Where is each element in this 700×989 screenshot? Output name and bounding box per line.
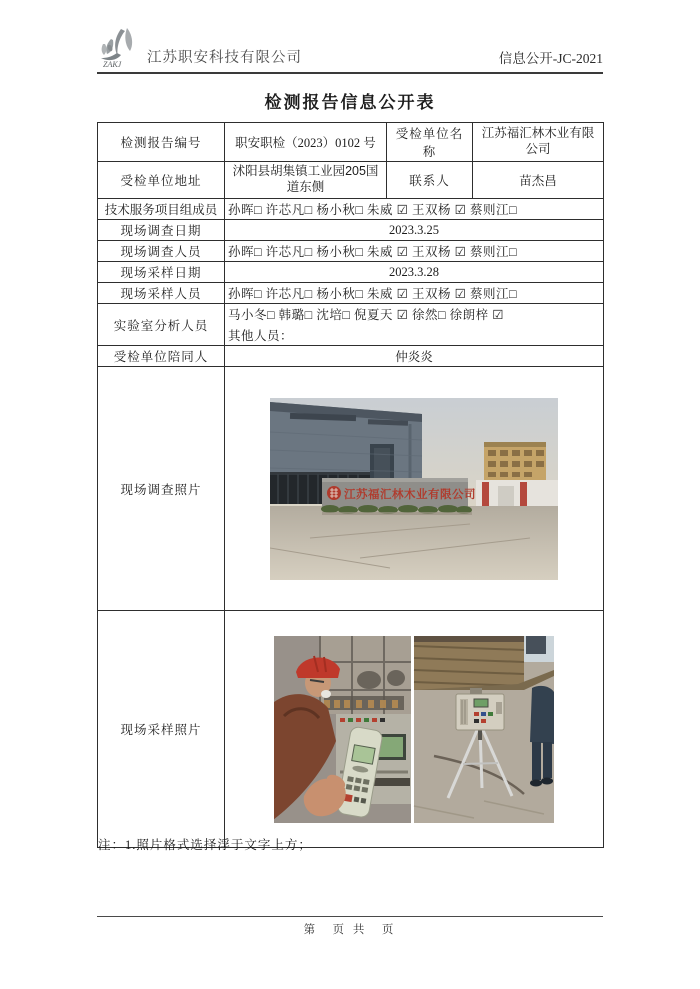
page-number-text: 第 页 共 页 (303, 924, 397, 936)
photo-sign-seal-icon (327, 486, 341, 500)
table-row (98, 262, 604, 283)
accompany-label: 受检单位陪同人 (98, 346, 225, 367)
logo-text: ZAKJ (103, 60, 122, 69)
photo-ground (270, 506, 558, 580)
survey-staff-label: 现场调查人员 (98, 241, 225, 262)
survey-staff-checklist: 孙晖□ 许芯凡□ 杨小秋□ 朱威 ☑ 王双杨 ☑ 蔡则江□ (225, 241, 604, 262)
survey-date-value: 2023.3.25 (225, 220, 604, 241)
contact-value: 苗杰昌 (473, 162, 604, 199)
footnote: 注：1.照片格式选择浮于文字上方； (98, 838, 312, 852)
team-label: 技术服务项目组成员 (98, 199, 225, 220)
survey-date-label: 现场调查日期 (98, 220, 225, 241)
sampling-photo (274, 636, 554, 823)
document-number: 信息公开-JC-2021 (498, 51, 603, 66)
unit-name-value: 江苏福汇林木业有限公司 (473, 123, 604, 162)
lab-other-label: 其他人员： (228, 329, 294, 343)
sampling-photo-right (414, 636, 554, 823)
table-row (98, 304, 604, 346)
survey-photo-cell (225, 367, 604, 611)
team-members-checklist: 孙晖□ 许芯凡□ 杨小秋□ 朱威 ☑ 王双杨 ☑ 蔡则江□ (225, 199, 604, 220)
contact-label: 联系人 (387, 162, 473, 199)
unit-name-label: 受检单位名称 (387, 123, 473, 162)
table-row (98, 241, 604, 262)
lab-label: 实验室分析人员 (98, 304, 225, 346)
lab-staff-checklist: 马小冬□ 韩璐□ 沈培□ 倪夏天 ☑ 徐然□ 徐朗梓 ☑ (228, 308, 504, 322)
address-label: 受检单位地址 (98, 162, 225, 199)
photo-sign-text: 江苏福汇林木业有限公司 (344, 488, 476, 501)
address-value: 沭阳县胡集镇工业园205国道东侧 (225, 162, 387, 199)
footer-divider (97, 916, 603, 917)
table-row (98, 123, 604, 162)
survey-photo-label: 现场调查照片 (98, 367, 225, 611)
accompany-value: 仲炎炎 (225, 346, 604, 367)
report-no-value: 职安职检（2023）0102 号 (225, 123, 387, 162)
sampling-photo-cell (225, 611, 604, 848)
header-brand (97, 27, 302, 69)
page-title: 检测报告信息公开表 (264, 93, 436, 112)
company-name: 江苏职安科技有限公司 (147, 50, 302, 66)
sampling-photo-left (274, 636, 411, 823)
sampling-date-value: 2023.3.28 (225, 262, 604, 283)
sampling-staff-checklist: 孙晖□ 许芯凡□ 杨小秋□ 朱威 ☑ 王双杨 ☑ 蔡则江□ (225, 283, 604, 304)
table-row (98, 611, 604, 848)
table-row (98, 367, 604, 611)
sampling-date-label: 现场采样日期 (98, 262, 225, 283)
sampling-staff-label: 现场采样人员 (98, 283, 225, 304)
sampling-photo-label: 现场采样照片 (98, 611, 225, 848)
page-header (97, 28, 603, 74)
report-info-table (97, 122, 604, 848)
table-row (98, 162, 604, 199)
table-row (98, 220, 604, 241)
table-row (98, 283, 604, 304)
report-no-label: 检测报告编号 (98, 123, 225, 162)
table-row (98, 199, 604, 220)
lab-staff-cell (225, 304, 604, 346)
survey-photo (270, 398, 558, 580)
company-logo-icon (97, 27, 143, 69)
table-row (98, 346, 604, 367)
